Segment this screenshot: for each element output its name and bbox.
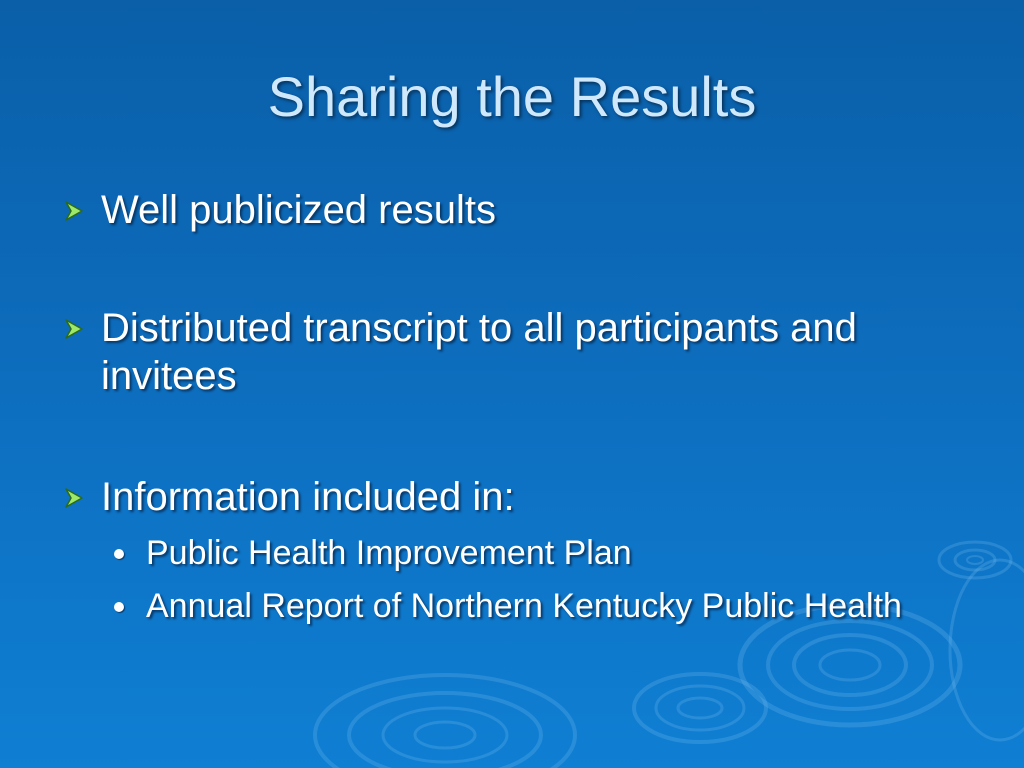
- dot-bullet-icon: [114, 549, 124, 559]
- sub-bullet-text: Annual Report of Northern Kentucky Public Health: [146, 587, 902, 625]
- arrow-bullet-icon: [62, 199, 90, 223]
- arrow-bullet-icon: [62, 486, 90, 510]
- slide-title: Sharing the Results: [267, 65, 757, 128]
- bullet-text: Information included in:: [101, 475, 515, 519]
- bullet-text: Well publicized results: [101, 188, 496, 232]
- sub-bullet-text: Public Health Improvement Plan: [146, 534, 632, 572]
- arrow-bullet-icon: [62, 317, 90, 341]
- bullet-text: Distributed transcript to all participants and invitees: [101, 306, 857, 398]
- dot-bullet-icon: [114, 602, 124, 612]
